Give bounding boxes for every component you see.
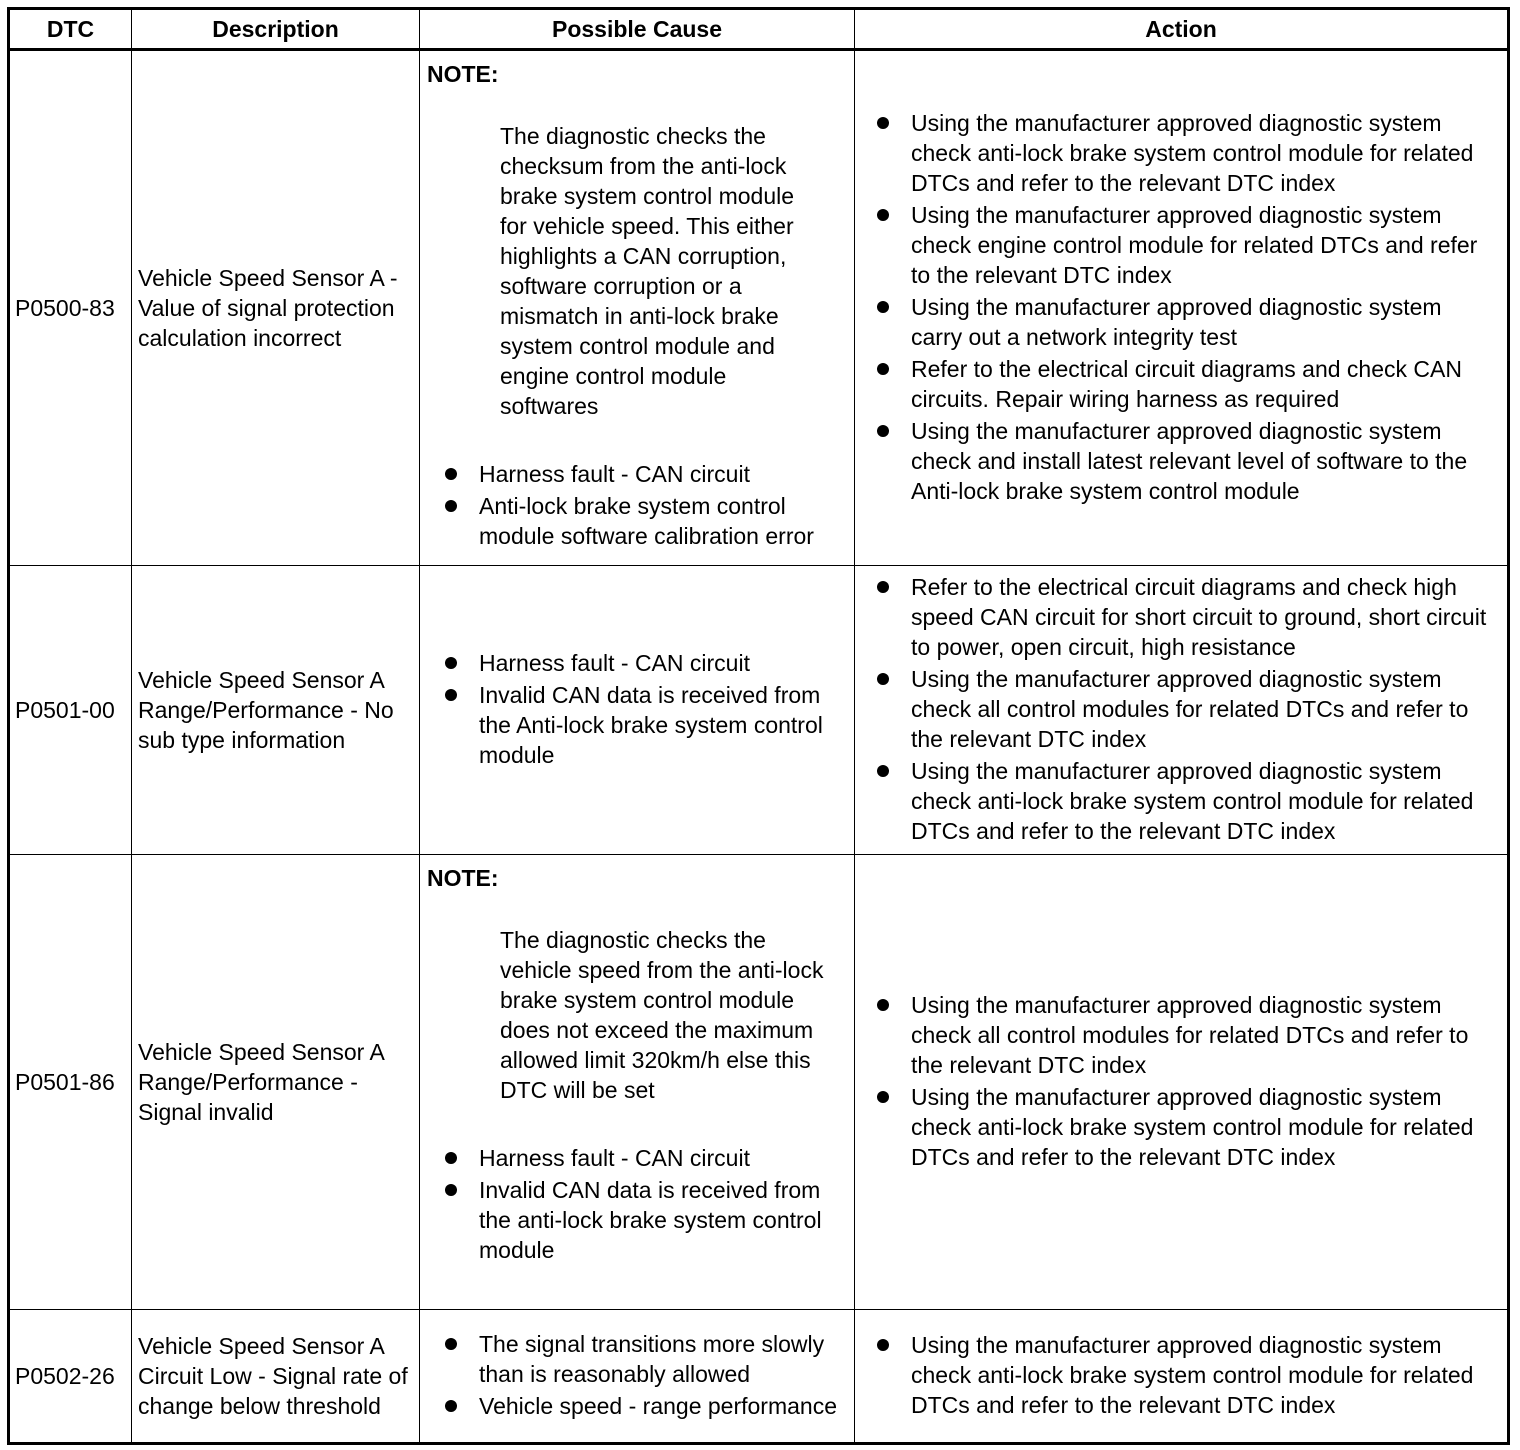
action-text: Refer to the electrical circuit diagrams and check CAN circuits. Repair wiring harness as required — [911, 356, 1462, 412]
header-description: Description — [132, 9, 420, 50]
header-action: Action — [855, 9, 1509, 50]
cause-text: Invalid CAN data is received from the anti-lock brake system control module — [479, 1177, 822, 1263]
cause-text: Vehicle speed - range performance — [479, 1393, 837, 1419]
bullet-icon — [877, 1339, 889, 1351]
header-possible-cause: Possible Cause — [420, 9, 855, 50]
list-item — [445, 648, 850, 678]
possible-cause-cell — [420, 855, 855, 1310]
header-dtc: DTC — [9, 9, 132, 50]
bullet-icon — [877, 425, 889, 437]
table-row — [9, 855, 1509, 1310]
cause-text: Anti-lock brake system control module software calibration error — [479, 493, 814, 549]
bullet-icon — [877, 301, 889, 313]
list-item — [445, 1391, 850, 1421]
dtc-code: P0502-26 — [9, 1310, 132, 1444]
cause-text: Harness fault - CAN circuit — [479, 461, 750, 487]
list-item — [877, 664, 1499, 754]
list-item — [877, 990, 1499, 1080]
list-item — [445, 1329, 850, 1389]
bullet-icon — [877, 673, 889, 685]
action-list — [877, 1330, 1499, 1420]
action-list — [877, 108, 1499, 506]
action-text: Refer to the electrical circuit diagrams and check high speed CAN circuit for short circuit to ground, short circuit to power, open circuit, high resistance — [911, 574, 1487, 660]
dtc-code: P0500-83 — [9, 50, 132, 566]
dtc-description: Vehicle Speed Sensor A - Value of signal protection calculation incorrect — [132, 50, 420, 566]
bullet-icon — [877, 765, 889, 777]
action-text: Using the manufacturer approved diagnostic system carry out a network integrity test — [911, 294, 1442, 350]
action-cell — [855, 50, 1509, 566]
list-item — [445, 1143, 850, 1173]
list-item — [877, 1330, 1499, 1420]
dtc-description: Vehicle Speed Sensor A Circuit Low - Signal rate of change below threshold — [132, 1310, 420, 1444]
action-text: Using the manufacturer approved diagnostic system check all control modules for related DTCs and refer to the relevant DTC index — [911, 666, 1469, 752]
table-row — [9, 50, 1509, 566]
table-row — [9, 566, 1509, 855]
list-item — [445, 459, 850, 489]
action-cell — [855, 1310, 1509, 1444]
dtc-description: Vehicle Speed Sensor A Range/Performance - Signal invalid — [132, 855, 420, 1310]
bullet-icon — [445, 1338, 457, 1350]
possible-cause-cell — [420, 50, 855, 566]
action-text: Using the manufacturer approved diagnostic system check engine control module for related DTCs and refer to the relevant DTC index — [911, 202, 1478, 288]
action-list — [877, 572, 1499, 846]
header-row — [9, 9, 1509, 50]
bullet-icon — [445, 1400, 457, 1412]
list-item — [877, 1082, 1499, 1172]
list-item — [877, 292, 1499, 352]
action-text: Using the manufacturer approved diagnostic system check anti-lock brake system control module for related DTCs and refer to the relevant DTC index — [911, 110, 1474, 196]
bullet-icon — [877, 581, 889, 593]
dtc-code: P0501-00 — [9, 566, 132, 855]
list-item — [877, 416, 1499, 506]
bullet-icon — [445, 689, 457, 701]
list-item — [445, 680, 850, 770]
bullet-icon — [877, 1091, 889, 1103]
bullet-icon — [445, 1184, 457, 1196]
action-text: Using the manufacturer approved diagnostic system check anti-lock brake system control module for related DTCs and refer to the relevant DTC index — [911, 1332, 1474, 1418]
bullet-icon — [445, 657, 457, 669]
bullet-icon — [877, 999, 889, 1011]
list-item — [445, 1175, 850, 1265]
list-item — [877, 756, 1499, 846]
bullet-icon — [877, 117, 889, 129]
action-text: Using the manufacturer approved diagnostic system check all control modules for related DTCs and refer to the relevant DTC index — [911, 992, 1469, 1078]
bullet-icon — [445, 500, 457, 512]
note-text: The diagnostic checks the vehicle speed from the anti-lock brake system control module does not exceed the maximum allowed limit 320km/h else this DTC will be set — [500, 927, 824, 1103]
list-item — [877, 354, 1499, 414]
action-text: Using the manufacturer approved diagnostic system check anti-lock brake system control module for related DTCs and refer to the relevant DTC index — [911, 758, 1474, 844]
cause-list — [445, 1143, 850, 1265]
dtc-code: P0501-86 — [9, 855, 132, 1310]
cause-text: Harness fault - CAN circuit — [479, 650, 750, 676]
action-cell — [855, 566, 1509, 855]
action-text: Using the manufacturer approved diagnostic system check anti-lock brake system control module for related DTCs and refer to the relevant DTC index — [911, 1084, 1474, 1170]
bullet-icon — [877, 209, 889, 221]
cause-list — [445, 1329, 850, 1421]
bullet-icon — [445, 468, 457, 480]
list-item — [877, 572, 1499, 662]
list-item — [877, 108, 1499, 198]
list-item — [445, 491, 850, 551]
action-list — [877, 990, 1499, 1172]
note-text: The diagnostic checks the checksum from the anti-lock brake system control module for vehicle speed. This either highlights a CAN corruption, software corruption or a mismatch in anti-lock brake system control module and engine control module softwares — [500, 123, 795, 419]
note-label: NOTE: — [427, 61, 499, 87]
cause-list — [445, 459, 850, 551]
action-text: Using the manufacturer approved diagnostic system check and install latest relevant level of software to the Anti-lock brake system control module — [911, 418, 1468, 504]
possible-cause-cell — [420, 1310, 855, 1444]
list-item — [877, 200, 1499, 290]
action-cell — [855, 855, 1509, 1310]
note-label: NOTE: — [427, 865, 499, 891]
possible-cause-cell — [420, 566, 855, 855]
bullet-icon — [445, 1152, 457, 1164]
bullet-icon — [877, 363, 889, 375]
cause-text: The signal transitions more slowly than is reasonably allowed — [479, 1331, 825, 1387]
dtc-table — [7, 7, 1510, 1445]
cause-text: Invalid CAN data is received from the Anti-lock brake system control module — [479, 682, 823, 768]
cause-text: Harness fault - CAN circuit — [479, 1145, 750, 1171]
cause-list — [445, 648, 850, 770]
dtc-description: Vehicle Speed Sensor A Range/Performance - No sub type information — [132, 566, 420, 855]
table-row — [9, 1310, 1509, 1444]
